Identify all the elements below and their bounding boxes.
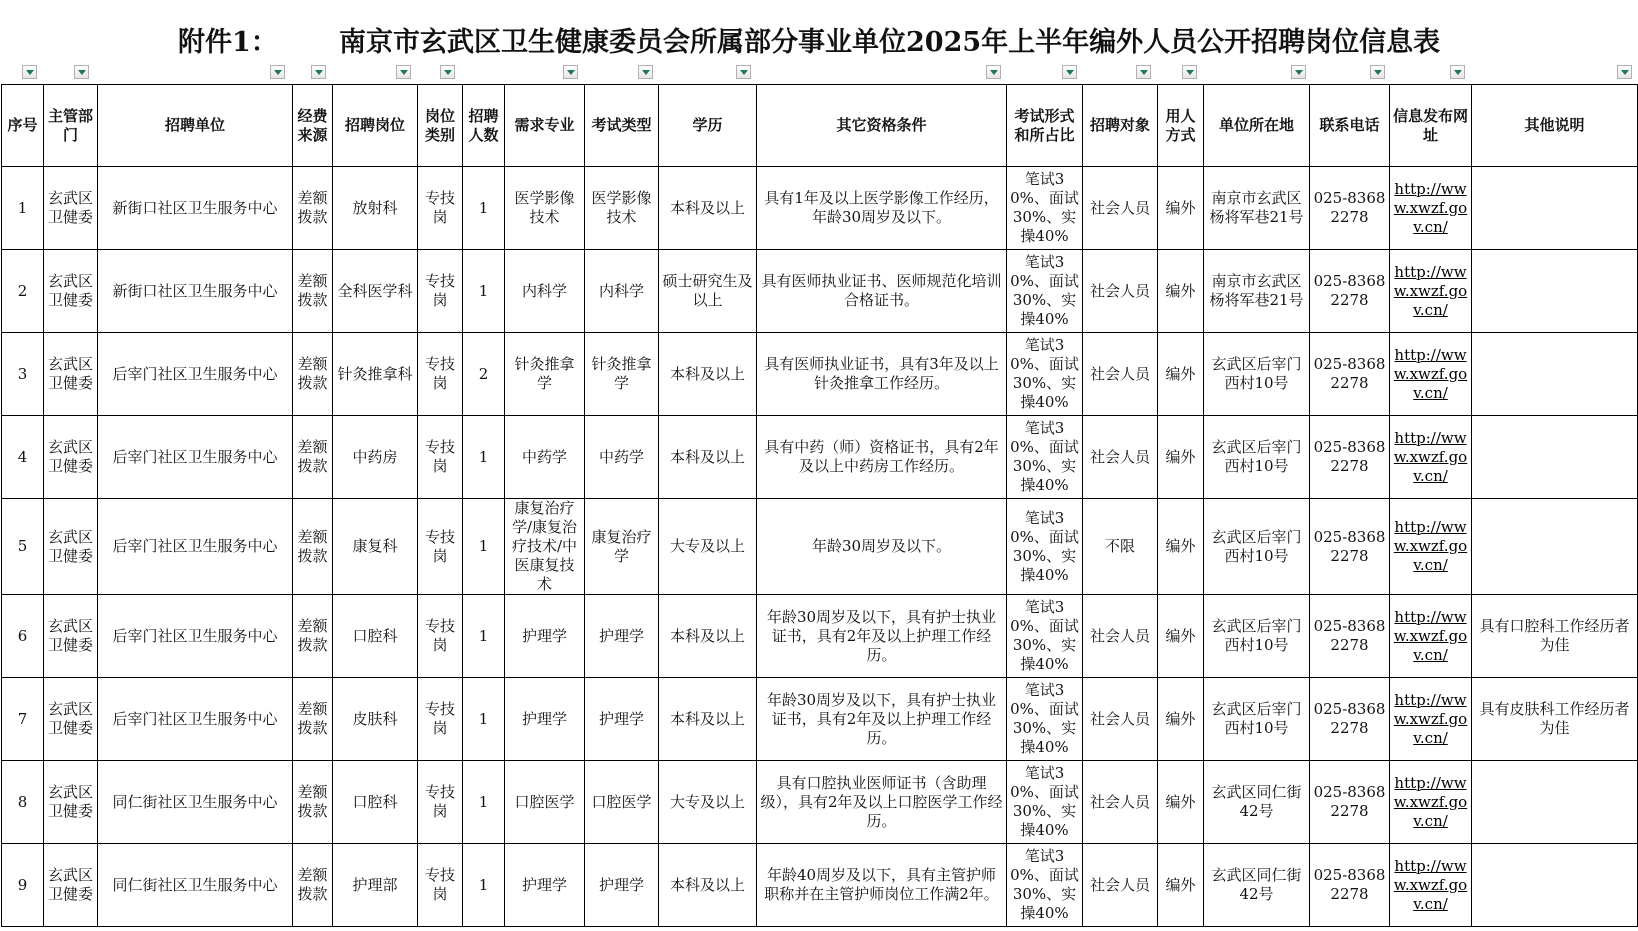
table-row bbox=[2, 678, 1638, 761]
position-type-cell[interactable]: 专技岗 bbox=[418, 844, 463, 927]
target-cell[interactable]: 社会人员 bbox=[1083, 844, 1158, 927]
position-type-cell[interactable]: 专技岗 bbox=[418, 416, 463, 499]
info-url-cell[interactable] bbox=[1390, 250, 1472, 333]
table-row bbox=[2, 250, 1638, 333]
phone-cell[interactable]: 025-83682278 bbox=[1310, 761, 1390, 844]
target-cell[interactable]: 社会人员 bbox=[1083, 595, 1158, 678]
department-cell[interactable]: 玄武区卫健委 bbox=[44, 167, 98, 250]
headcount-cell[interactable]: 1 bbox=[463, 678, 505, 761]
filter-dropdown-icon[interactable] bbox=[270, 65, 285, 79]
exam-type-cell[interactable]: 护理学 bbox=[585, 678, 659, 761]
education-cell[interactable]: 本科及以上 bbox=[659, 333, 757, 416]
major-cell[interactable]: 内科学 bbox=[505, 250, 585, 333]
filter-dropdown-icon[interactable] bbox=[440, 65, 455, 79]
column-header[interactable]: 其他说明 bbox=[1472, 85, 1638, 167]
address-cell[interactable]: 玄武区后宰门西村10号 bbox=[1204, 499, 1310, 595]
employment-type-cell[interactable]: 编外 bbox=[1158, 250, 1204, 333]
exam-type-cell[interactable]: 口腔医学 bbox=[585, 761, 659, 844]
page-title: 南京市玄武区卫生健康委员会所属部分事业单位2025年上半年编外人员公开招聘岗位信息表 bbox=[339, 27, 1441, 58]
position-cell[interactable]: 口腔科 bbox=[333, 761, 418, 844]
exam-type-cell[interactable]: 护理学 bbox=[585, 844, 659, 927]
phone-cell[interactable]: 025-83682278 bbox=[1310, 595, 1390, 678]
info-url-cell[interactable] bbox=[1390, 678, 1472, 761]
info-url-link[interactable]: http://www.xwzf.gov.cn/ bbox=[1393, 179, 1468, 236]
department-cell[interactable]: 玄武区卫健委 bbox=[44, 416, 98, 499]
address-cell[interactable]: 玄武区后宰门西村10号 bbox=[1204, 678, 1310, 761]
remarks-cell[interactable] bbox=[1472, 333, 1638, 416]
department-cell[interactable]: 玄武区卫健委 bbox=[44, 333, 98, 416]
headcount-cell[interactable]: 1 bbox=[463, 167, 505, 250]
position-type-cell[interactable]: 专技岗 bbox=[418, 678, 463, 761]
target-cell[interactable]: 不限 bbox=[1083, 499, 1158, 595]
exam-form-cell[interactable]: 笔试30%、面试30%、实操40% bbox=[1007, 595, 1083, 678]
column-header[interactable]: 需求专业 bbox=[505, 85, 585, 167]
exam-form-cell[interactable]: 笔试30%、面试30%、实操40% bbox=[1007, 416, 1083, 499]
headcount-cell[interactable]: 1 bbox=[463, 595, 505, 678]
column-header[interactable]: 用人方式 bbox=[1158, 85, 1204, 167]
info-url-cell[interactable] bbox=[1390, 333, 1472, 416]
info-url-cell[interactable] bbox=[1390, 167, 1472, 250]
funding-cell[interactable]: 差额拨款 bbox=[293, 678, 333, 761]
row-index-cell[interactable]: 9 bbox=[2, 844, 44, 927]
column-header[interactable]: 招聘岗位 bbox=[333, 85, 418, 167]
filter-dropdown-icon[interactable] bbox=[1617, 65, 1632, 79]
phone-cell[interactable]: 025-83682278 bbox=[1310, 250, 1390, 333]
position-type-cell[interactable]: 专技岗 bbox=[418, 595, 463, 678]
major-cell[interactable]: 康复治疗学/康复治疗技术/中医康复技术 bbox=[505, 499, 585, 595]
info-url-link[interactable]: http://www.xwzf.gov.cn/ bbox=[1393, 773, 1468, 830]
exam-type-cell[interactable]: 医学影像技术 bbox=[585, 167, 659, 250]
major-cell[interactable]: 护理学 bbox=[505, 844, 585, 927]
remarks-cell[interactable] bbox=[1472, 250, 1638, 333]
sheet-title bbox=[0, 0, 1638, 62]
target-cell[interactable]: 社会人员 bbox=[1083, 250, 1158, 333]
row-index-cell[interactable]: 4 bbox=[2, 416, 44, 499]
unit-cell[interactable]: 后宰门社区卫生服务中心 bbox=[98, 333, 293, 416]
filter-dropdown-icon[interactable] bbox=[311, 65, 326, 79]
headcount-cell[interactable]: 1 bbox=[463, 499, 505, 595]
row-index-cell[interactable]: 5 bbox=[2, 499, 44, 595]
headcount-cell[interactable]: 1 bbox=[463, 416, 505, 499]
info-url-link[interactable]: http://www.xwzf.gov.cn/ bbox=[1393, 428, 1468, 485]
filter-dropdown-icon[interactable] bbox=[1136, 65, 1151, 79]
filter-dropdown-icon[interactable] bbox=[1291, 65, 1306, 79]
funding-cell[interactable]: 差额拨款 bbox=[293, 595, 333, 678]
filter-dropdown-icon[interactable] bbox=[396, 65, 411, 79]
table-row bbox=[2, 761, 1638, 844]
funding-cell[interactable]: 差额拨款 bbox=[293, 167, 333, 250]
row-index-cell[interactable]: 3 bbox=[2, 333, 44, 416]
education-cell[interactable]: 大专及以上 bbox=[659, 499, 757, 595]
employment-type-cell[interactable]: 编外 bbox=[1158, 678, 1204, 761]
address-cell[interactable]: 玄武区后宰门西村10号 bbox=[1204, 333, 1310, 416]
employment-type-cell[interactable]: 编外 bbox=[1158, 333, 1204, 416]
table-row bbox=[2, 499, 1638, 595]
address-cell[interactable]: 玄武区同仁街42号 bbox=[1204, 761, 1310, 844]
position-cell[interactable]: 皮肤科 bbox=[333, 678, 418, 761]
filter-dropdown-icon[interactable] bbox=[74, 65, 89, 79]
info-url-cell[interactable] bbox=[1390, 761, 1472, 844]
major-cell[interactable]: 护理学 bbox=[505, 678, 585, 761]
department-cell[interactable]: 玄武区卫健委 bbox=[44, 678, 98, 761]
position-cell[interactable]: 口腔科 bbox=[333, 595, 418, 678]
education-cell[interactable]: 本科及以上 bbox=[659, 844, 757, 927]
funding-cell[interactable]: 差额拨款 bbox=[293, 844, 333, 927]
unit-cell[interactable]: 后宰门社区卫生服务中心 bbox=[98, 416, 293, 499]
row-index-cell[interactable]: 8 bbox=[2, 761, 44, 844]
qualifications-cell[interactable]: 具有医师执业证书、医师规范化培训合格证书。 bbox=[757, 250, 1007, 333]
filter-dropdown-icon[interactable] bbox=[563, 65, 578, 79]
remarks-cell[interactable]: 具有皮肤科工作经历者为佳 bbox=[1472, 678, 1638, 761]
unit-cell[interactable]: 同仁街社区卫生服务中心 bbox=[98, 761, 293, 844]
exam-type-cell[interactable]: 针灸推拿学 bbox=[585, 333, 659, 416]
column-header[interactable]: 序号 bbox=[2, 85, 44, 167]
remarks-cell[interactable]: 具有口腔科工作经历者为佳 bbox=[1472, 595, 1638, 678]
column-header[interactable]: 其它资格条件 bbox=[757, 85, 1007, 167]
funding-cell[interactable]: 差额拨款 bbox=[293, 333, 333, 416]
target-cell[interactable]: 社会人员 bbox=[1083, 678, 1158, 761]
qualifications-cell[interactable]: 具有1年及以上医学影像工作经历，年龄30周岁及以下。 bbox=[757, 167, 1007, 250]
column-header[interactable]: 联系电话 bbox=[1310, 85, 1390, 167]
column-header[interactable]: 招聘人数 bbox=[463, 85, 505, 167]
column-header[interactable]: 考试形式和所占比 bbox=[1007, 85, 1083, 167]
phone-cell[interactable]: 025-83682278 bbox=[1310, 167, 1390, 250]
info-url-link[interactable]: http://www.xwzf.gov.cn/ bbox=[1393, 607, 1468, 664]
column-header[interactable]: 主管部门 bbox=[44, 85, 98, 167]
info-url-link[interactable]: http://www.xwzf.gov.cn/ bbox=[1393, 518, 1468, 574]
exam-form-cell[interactable]: 笔试30%、面试30%、实操40% bbox=[1007, 678, 1083, 761]
funding-cell[interactable]: 差额拨款 bbox=[293, 250, 333, 333]
row-index-cell[interactable]: 6 bbox=[2, 595, 44, 678]
row-index-cell[interactable]: 2 bbox=[2, 250, 44, 333]
phone-cell[interactable]: 025-83682278 bbox=[1310, 333, 1390, 416]
filter-row bbox=[0, 62, 1638, 84]
headcount-cell[interactable]: 1 bbox=[463, 250, 505, 333]
filter-dropdown-icon[interactable] bbox=[1370, 65, 1385, 79]
exam-form-cell[interactable]: 笔试30%、面试30%、实操40% bbox=[1007, 499, 1083, 595]
target-cell[interactable]: 社会人员 bbox=[1083, 416, 1158, 499]
info-url-link[interactable]: http://www.xwzf.gov.cn/ bbox=[1393, 262, 1468, 319]
address-cell[interactable]: 玄武区后宰门西村10号 bbox=[1204, 416, 1310, 499]
position-cell[interactable]: 全科医学科 bbox=[333, 250, 418, 333]
remarks-cell[interactable] bbox=[1472, 416, 1638, 499]
remarks-cell[interactable] bbox=[1472, 499, 1638, 595]
info-url-link[interactable]: http://www.xwzf.gov.cn/ bbox=[1393, 856, 1468, 913]
table-row bbox=[2, 167, 1638, 250]
address-cell[interactable]: 南京市玄武区杨将军巷21号 bbox=[1204, 250, 1310, 333]
exam-form-cell[interactable]: 笔试30%、面试30%、实操40% bbox=[1007, 333, 1083, 416]
recruitment-table bbox=[1, 84, 1638, 927]
info-url-cell[interactable] bbox=[1390, 499, 1472, 595]
qualifications-cell[interactable]: 年龄30周岁及以下。 bbox=[757, 499, 1007, 595]
major-cell[interactable]: 医学影像技术 bbox=[505, 167, 585, 250]
department-cell[interactable]: 玄武区卫健委 bbox=[44, 595, 98, 678]
address-cell[interactable]: 玄武区后宰门西村10号 bbox=[1204, 595, 1310, 678]
employment-type-cell[interactable]: 编外 bbox=[1158, 761, 1204, 844]
position-cell[interactable]: 护理部 bbox=[333, 844, 418, 927]
education-cell[interactable]: 本科及以上 bbox=[659, 416, 757, 499]
column-header[interactable]: 考试类型 bbox=[585, 85, 659, 167]
department-cell[interactable]: 玄武区卫健委 bbox=[44, 844, 98, 927]
info-url-link[interactable]: http://www.xwzf.gov.cn/ bbox=[1393, 690, 1468, 747]
unit-cell[interactable]: 同仁街社区卫生服务中心 bbox=[98, 844, 293, 927]
funding-cell[interactable]: 差额拨款 bbox=[293, 416, 333, 499]
position-type-cell[interactable]: 专技岗 bbox=[418, 167, 463, 250]
employment-type-cell[interactable]: 编外 bbox=[1158, 167, 1204, 250]
headcount-cell[interactable]: 2 bbox=[463, 333, 505, 416]
info-url-link[interactable]: http://www.xwzf.gov.cn/ bbox=[1393, 345, 1468, 402]
qualifications-cell[interactable]: 年龄40周岁及以下，具有主管护师职称并在主管护师岗位工作满2年。 bbox=[757, 844, 1007, 927]
qualifications-cell[interactable]: 年龄30周岁及以下，具有护士执业证书，具有2年及以上护理工作经历。 bbox=[757, 595, 1007, 678]
employment-type-cell[interactable]: 编外 bbox=[1158, 416, 1204, 499]
remarks-cell[interactable] bbox=[1472, 167, 1638, 250]
table-row bbox=[2, 844, 1638, 927]
title-prefix: 附件1： bbox=[178, 27, 278, 58]
unit-cell[interactable]: 后宰门社区卫生服务中心 bbox=[98, 595, 293, 678]
column-header[interactable]: 学历 bbox=[659, 85, 757, 167]
funding-cell[interactable]: 差额拨款 bbox=[293, 499, 333, 595]
filter-dropdown-icon[interactable] bbox=[1450, 65, 1465, 79]
headcount-cell[interactable]: 1 bbox=[463, 761, 505, 844]
column-header[interactable]: 信息发布网址 bbox=[1390, 85, 1472, 167]
position-cell[interactable]: 放射科 bbox=[333, 167, 418, 250]
header-row bbox=[2, 85, 1638, 167]
phone-cell[interactable]: 025-83682278 bbox=[1310, 678, 1390, 761]
qualifications-cell[interactable]: 具有中药（师）资格证书，具有2年及以上中药房工作经历。 bbox=[757, 416, 1007, 499]
funding-cell[interactable]: 差额拨款 bbox=[293, 761, 333, 844]
employment-type-cell[interactable]: 编外 bbox=[1158, 595, 1204, 678]
education-cell[interactable]: 硕士研究生及以上 bbox=[659, 250, 757, 333]
education-cell[interactable]: 本科及以上 bbox=[659, 678, 757, 761]
qualifications-cell[interactable]: 具有医师执业证书，具有3年及以上针灸推拿工作经历。 bbox=[757, 333, 1007, 416]
column-header[interactable]: 招聘单位 bbox=[98, 85, 293, 167]
employment-type-cell[interactable]: 编外 bbox=[1158, 844, 1204, 927]
headcount-cell[interactable]: 1 bbox=[463, 844, 505, 927]
position-cell[interactable]: 针灸推拿科 bbox=[333, 333, 418, 416]
column-header[interactable]: 岗位类别 bbox=[418, 85, 463, 167]
education-cell[interactable]: 本科及以上 bbox=[659, 167, 757, 250]
filter-dropdown-icon[interactable] bbox=[22, 65, 37, 79]
major-cell[interactable]: 针灸推拿学 bbox=[505, 333, 585, 416]
phone-cell[interactable]: 025-83682278 bbox=[1310, 499, 1390, 595]
position-type-cell[interactable]: 专技岗 bbox=[418, 761, 463, 844]
unit-cell[interactable]: 新街口社区卫生服务中心 bbox=[98, 167, 293, 250]
unit-cell[interactable]: 新街口社区卫生服务中心 bbox=[98, 250, 293, 333]
exam-form-cell[interactable]: 笔试30%、面试30%、实操40% bbox=[1007, 167, 1083, 250]
exam-type-cell[interactable]: 护理学 bbox=[585, 595, 659, 678]
exam-type-cell[interactable]: 康复治疗学 bbox=[585, 499, 659, 595]
education-cell[interactable]: 大专及以上 bbox=[659, 761, 757, 844]
position-cell[interactable]: 中药房 bbox=[333, 416, 418, 499]
table-row bbox=[2, 333, 1638, 416]
exam-type-cell[interactable]: 内科学 bbox=[585, 250, 659, 333]
unit-cell[interactable]: 后宰门社区卫生服务中心 bbox=[98, 499, 293, 595]
filter-dropdown-icon[interactable] bbox=[1062, 65, 1077, 79]
department-cell[interactable]: 玄武区卫健委 bbox=[44, 761, 98, 844]
phone-cell[interactable]: 025-83682278 bbox=[1310, 844, 1390, 927]
qualifications-cell[interactable]: 具有口腔执业医师证书（含助理级），具有2年及以上口腔医学工作经历。 bbox=[757, 761, 1007, 844]
row-index-cell[interactable]: 1 bbox=[2, 167, 44, 250]
filter-dropdown-icon[interactable] bbox=[638, 65, 653, 79]
column-header[interactable]: 经费来源 bbox=[293, 85, 333, 167]
table-body bbox=[2, 167, 1638, 927]
row-index-cell[interactable]: 7 bbox=[2, 678, 44, 761]
exam-form-cell[interactable]: 笔试30%、面试30%、实操40% bbox=[1007, 761, 1083, 844]
phone-cell[interactable]: 025-83682278 bbox=[1310, 416, 1390, 499]
target-cell[interactable]: 社会人员 bbox=[1083, 333, 1158, 416]
qualifications-cell[interactable]: 年龄30周岁及以下，具有护士执业证书，具有2年及以上护理工作经历。 bbox=[757, 678, 1007, 761]
employment-type-cell[interactable]: 编外 bbox=[1158, 499, 1204, 595]
major-cell[interactable]: 口腔医学 bbox=[505, 761, 585, 844]
target-cell[interactable]: 社会人员 bbox=[1083, 167, 1158, 250]
department-cell[interactable]: 玄武区卫健委 bbox=[44, 250, 98, 333]
address-cell[interactable]: 玄武区同仁街42号 bbox=[1204, 844, 1310, 927]
filter-dropdown-icon[interactable] bbox=[986, 65, 1001, 79]
filter-dropdown-icon[interactable] bbox=[1182, 65, 1197, 79]
position-type-cell[interactable]: 专技岗 bbox=[418, 250, 463, 333]
position-type-cell[interactable]: 专技岗 bbox=[418, 499, 463, 595]
remarks-cell[interactable] bbox=[1472, 844, 1638, 927]
exam-type-cell[interactable]: 中药学 bbox=[585, 416, 659, 499]
position-cell[interactable]: 康复科 bbox=[333, 499, 418, 595]
remarks-cell[interactable] bbox=[1472, 761, 1638, 844]
exam-form-cell[interactable]: 笔试30%、面试30%、实操40% bbox=[1007, 844, 1083, 927]
position-type-cell[interactable]: 专技岗 bbox=[418, 333, 463, 416]
department-cell[interactable]: 玄武区卫健委 bbox=[44, 499, 98, 595]
column-header[interactable]: 单位所在地 bbox=[1204, 85, 1310, 167]
column-header[interactable]: 招聘对象 bbox=[1083, 85, 1158, 167]
filter-dropdown-icon[interactable] bbox=[736, 65, 751, 79]
info-url-cell[interactable] bbox=[1390, 416, 1472, 499]
info-url-cell[interactable] bbox=[1390, 595, 1472, 678]
target-cell[interactable]: 社会人员 bbox=[1083, 761, 1158, 844]
unit-cell[interactable]: 后宰门社区卫生服务中心 bbox=[98, 678, 293, 761]
address-cell[interactable]: 南京市玄武区杨将军巷21号 bbox=[1204, 167, 1310, 250]
table-row bbox=[2, 595, 1638, 678]
info-url-cell[interactable] bbox=[1390, 844, 1472, 927]
exam-form-cell[interactable]: 笔试30%、面试30%、实操40% bbox=[1007, 250, 1083, 333]
major-cell[interactable]: 中药学 bbox=[505, 416, 585, 499]
major-cell[interactable]: 护理学 bbox=[505, 595, 585, 678]
table-row bbox=[2, 416, 1638, 499]
education-cell[interactable]: 本科及以上 bbox=[659, 595, 757, 678]
